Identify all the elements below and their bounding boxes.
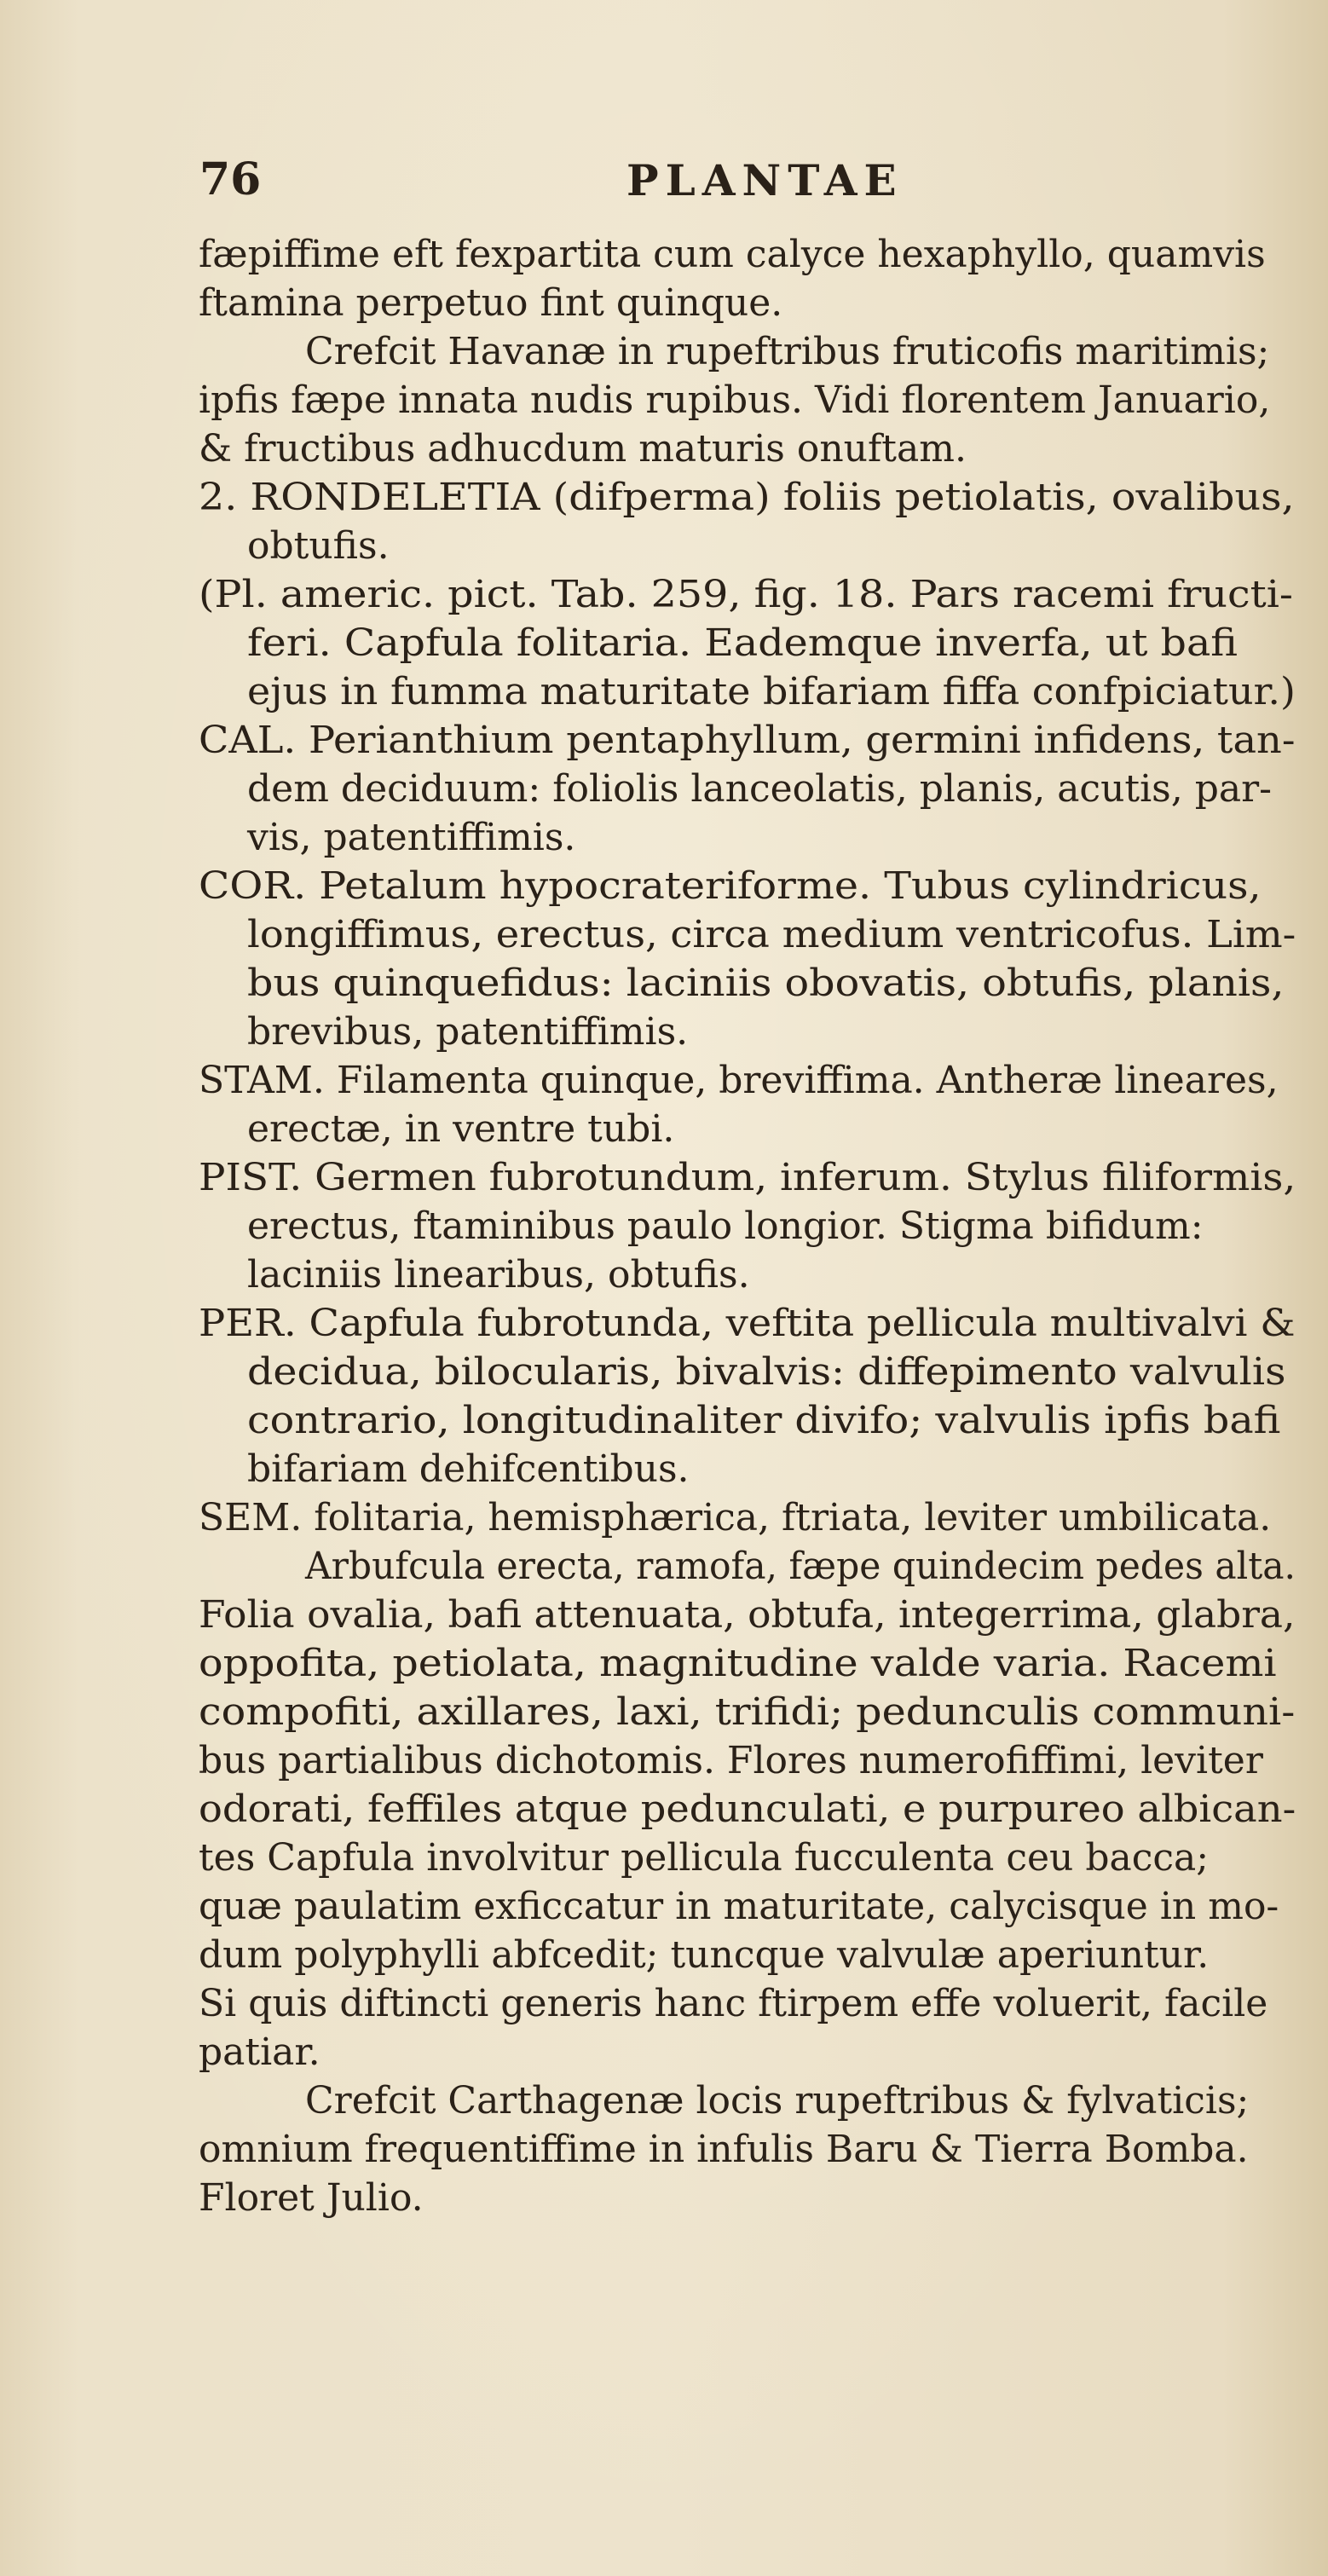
- text-line: brevibus, patentiffimis.: [247, 1010, 689, 1054]
- text-line: ejus in fumma maturitate bifariam fiffa confpiciatur.): [247, 670, 1296, 713]
- text-line: Crefcit Havanæ in rupeftribus fruticofis maritimis;: [305, 330, 1270, 373]
- text-line: tes Capfula involvitur pellicula fucculenta ceu bacca;: [199, 1836, 1210, 1880]
- text-line: (Pl. americ. pict. Tab. 259, fig. 18. Pars racemi fructi-: [199, 573, 1294, 616]
- text-line: omnium frequentiffime in infulis Baru & Tierra Bomba.: [199, 2128, 1249, 2171]
- text-line: PIST. Germen fubrotundum, inferum. Stylus filiformis,: [199, 1156, 1296, 1199]
- text-line: longiffimus, erectus, circa medium ventricofus. Lim-: [247, 913, 1296, 956]
- text-line: Arbufcula erecta, ramofa, fæpe quindecim pedes alta.: [305, 1545, 1296, 1588]
- text-line: feri. Capfula folitaria. Eademque inverfa, ut bafi: [247, 621, 1238, 665]
- text-line: ftamina perpetuo fint quinque.: [199, 281, 783, 325]
- text-line: 2. RONDELETIA (difperma) foliis petiolatis, ovalibus,: [199, 476, 1295, 519]
- text-line: dem deciduum: foliolis lanceolatis, planis, acutis, par-: [247, 767, 1273, 811]
- text-line: oppofita, petiolata, magnitudine valde varia. Racemi: [199, 1642, 1277, 1685]
- text-line: fæpiffime eft fexpartita cum calyce hexaphyllo, quamvis: [199, 233, 1266, 276]
- text-line: compofiti, axillares, laxi, trifidi; pedunculis communi-: [199, 1690, 1296, 1734]
- text-line: STAM. Filamenta quinque, breviffima. Antheræ lineares,: [199, 1059, 1279, 1102]
- text-line: Floret Julio.: [199, 2176, 424, 2220]
- text-line: & fructibus adhucdum maturis onuftam.: [199, 427, 967, 471]
- text-line: bus partialibus dichotomis. Flores numerofiffimi, leviter: [199, 1739, 1263, 1782]
- text-line: laciniis linearibus, obtufis.: [247, 1253, 750, 1297]
- text-line: SEM. folitaria, hemisphærica, ftriata, leviter umbilicata.: [199, 1496, 1272, 1539]
- text-line: obtufis.: [247, 524, 390, 568]
- page-number: 76: [199, 153, 262, 205]
- text-line: ipfis fæpe innata nudis rupibus. Vidi florentem Januario,: [199, 378, 1271, 422]
- text-line: CAL. Perianthium pentaphyllum, germini infidens, tan-: [199, 719, 1296, 762]
- text-line: COR. Petalum hypocrateriforme. Tubus cylindricus,: [199, 864, 1262, 908]
- text-line: bus quinquefidus: laciniis obovatis, obtufis, planis,: [247, 962, 1285, 1005]
- text-line: quæ paulatim exficcatur in maturitate, calycisque in mo-: [199, 1885, 1279, 1928]
- text-line: dum polyphylli abfcedit; tuncque valvulæ aperiuntur.: [199, 1933, 1210, 1977]
- text-line: odorati, feffiles atque pedunculati, e purpureo albican-: [199, 1788, 1296, 1831]
- text-line: contrario, longitudinaliter divifo; valvulis ipfis bafi: [247, 1399, 1281, 1442]
- running-title: PLANTAE: [626, 155, 904, 205]
- text-line: Folia ovalia, bafi attenuata, obtufa, integerrima, glabra,: [199, 1593, 1296, 1637]
- text-line: Si quis diftincti generis hanc ftirpem effe voluerit, facile: [199, 1982, 1268, 2025]
- text-line: erectæ, in ventre tubi.: [247, 1107, 675, 1151]
- text-line: PER. Capfula fubrotunda, veftita pellicula multivalvi &: [199, 1302, 1296, 1345]
- text-line: bifariam dehifcentibus.: [247, 1447, 690, 1491]
- text-line: decidua, bilocularis, bivalvis: diffepimento valvulis: [247, 1350, 1286, 1394]
- text-line: patiar.: [199, 2030, 320, 2074]
- text-line: erectus, ftaminibus paulo longior. Stigma bifidum:: [247, 1204, 1204, 1248]
- text-line: Crefcit Carthagenæ locis rupeftribus & fylvaticis;: [305, 2079, 1250, 2123]
- text-line: vis, patentiffimis.: [247, 816, 576, 859]
